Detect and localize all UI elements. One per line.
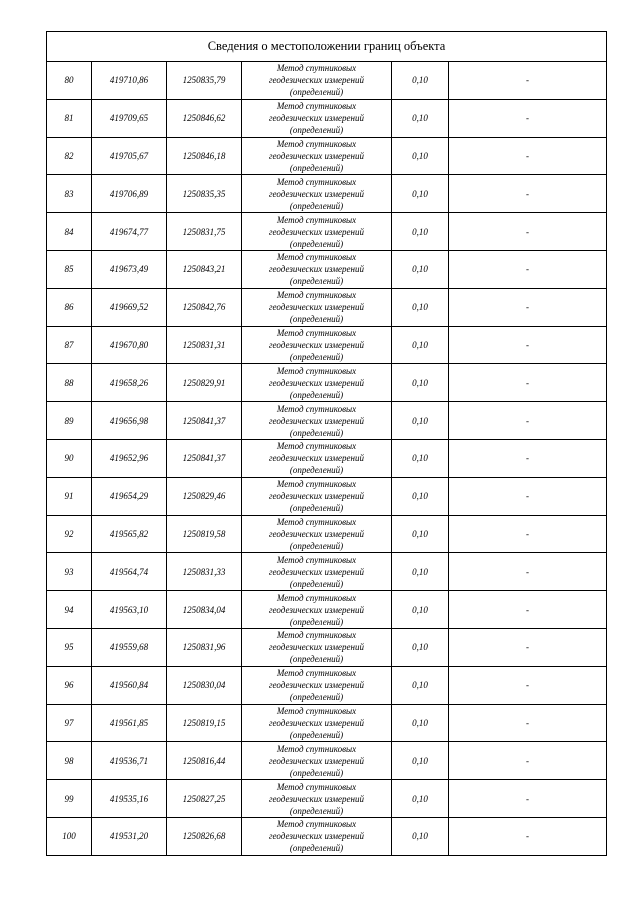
point-number-cell: 87 bbox=[47, 326, 92, 364]
accuracy-cell: 0,10 bbox=[392, 175, 449, 213]
note-cell: - bbox=[449, 364, 607, 402]
method-line-1: Метод спутниковых bbox=[276, 327, 357, 338]
table-row bbox=[47, 250, 607, 288]
method-line-1: Метод спутниковых bbox=[276, 668, 357, 679]
x-coordinate-cell: 419559,68 bbox=[92, 628, 167, 666]
method-line-1: Метод спутниковых bbox=[276, 705, 357, 716]
note-cell: - bbox=[449, 628, 607, 666]
method-line-2: геодезических измерений bbox=[269, 302, 364, 313]
accuracy-cell: 0,10 bbox=[392, 62, 449, 100]
x-coordinate-cell: 419709,65 bbox=[92, 99, 167, 137]
table-row bbox=[47, 591, 607, 629]
method-line-1: Метод спутниковых bbox=[276, 138, 357, 149]
method-line-3: (определений) bbox=[289, 87, 344, 98]
method-line-1: Метод спутниковых bbox=[276, 743, 357, 754]
method-line-3: (определений) bbox=[289, 125, 344, 136]
y-coordinate-cell: 1250819,15 bbox=[167, 704, 242, 742]
accuracy-cell: 0,10 bbox=[392, 780, 449, 818]
x-coordinate-cell: 419563,10 bbox=[92, 591, 167, 629]
method-cell bbox=[242, 326, 392, 364]
method-line-1: Метод спутниковых bbox=[276, 101, 357, 112]
y-coordinate-cell: 1250846,18 bbox=[167, 137, 242, 175]
method-line-1: Метод спутниковых bbox=[276, 781, 357, 792]
accuracy-cell: 0,10 bbox=[392, 250, 449, 288]
method-cell bbox=[242, 213, 392, 251]
x-coordinate-cell: 419673,49 bbox=[92, 250, 167, 288]
point-number-cell: 88 bbox=[47, 364, 92, 402]
x-coordinate-cell: 419705,67 bbox=[92, 137, 167, 175]
method-line-2: геодезических измерений bbox=[269, 75, 364, 86]
method-line-3: (определений) bbox=[289, 351, 344, 362]
point-number-cell: 81 bbox=[47, 99, 92, 137]
method-line-2: геодезических измерений bbox=[269, 604, 364, 615]
point-number-cell: 98 bbox=[47, 742, 92, 780]
y-coordinate-cell: 1250826,68 bbox=[167, 817, 242, 855]
method-line-2: геодезических измерений bbox=[269, 113, 364, 124]
table-row bbox=[47, 704, 607, 742]
method-cell bbox=[242, 553, 392, 591]
point-number-cell: 95 bbox=[47, 628, 92, 666]
y-coordinate-cell: 1250842,76 bbox=[167, 288, 242, 326]
y-coordinate-cell: 1250819,58 bbox=[167, 515, 242, 553]
y-coordinate-cell: 1250830,04 bbox=[167, 666, 242, 704]
y-coordinate-cell: 1250827,25 bbox=[167, 780, 242, 818]
point-number-cell: 85 bbox=[47, 250, 92, 288]
y-coordinate-cell: 1250843,21 bbox=[167, 250, 242, 288]
point-number-cell: 82 bbox=[47, 137, 92, 175]
point-number-cell: 94 bbox=[47, 591, 92, 629]
method-line-1: Метод спутниковых bbox=[276, 630, 357, 641]
accuracy-cell: 0,10 bbox=[392, 817, 449, 855]
accuracy-cell: 0,10 bbox=[392, 288, 449, 326]
accuracy-cell: 0,10 bbox=[392, 137, 449, 175]
table-title-row bbox=[47, 32, 607, 62]
method-cell bbox=[242, 817, 392, 855]
method-line-1: Метод спутниковых bbox=[276, 290, 357, 301]
method-line-2: геодезических измерений bbox=[269, 831, 364, 842]
point-number-cell: 100 bbox=[47, 817, 92, 855]
method-line-1: Метод спутниковых bbox=[276, 63, 357, 74]
method-line-3: (определений) bbox=[289, 465, 344, 476]
method-line-1: Метод спутниковых bbox=[276, 479, 357, 490]
y-coordinate-cell: 1250834,04 bbox=[167, 591, 242, 629]
accuracy-cell: 0,10 bbox=[392, 477, 449, 515]
accuracy-cell: 0,10 bbox=[392, 326, 449, 364]
method-line-2: геодезических измерений bbox=[269, 453, 364, 464]
method-line-2: геодезических измерений bbox=[269, 150, 364, 161]
method-line-1: Метод спутниковых bbox=[276, 819, 357, 830]
x-coordinate-cell: 419670,80 bbox=[92, 326, 167, 364]
method-line-2: геодезических измерений bbox=[269, 226, 364, 237]
table-row bbox=[47, 364, 607, 402]
method-line-3: (определений) bbox=[289, 503, 344, 514]
x-coordinate-cell: 419656,98 bbox=[92, 402, 167, 440]
x-coordinate-cell: 419669,52 bbox=[92, 288, 167, 326]
point-number-cell: 91 bbox=[47, 477, 92, 515]
method-line-3: (определений) bbox=[289, 276, 344, 287]
note-cell: - bbox=[449, 62, 607, 100]
y-coordinate-cell: 1250831,31 bbox=[167, 326, 242, 364]
table-row bbox=[47, 817, 607, 855]
x-coordinate-cell: 419654,29 bbox=[92, 477, 167, 515]
y-coordinate-cell: 1250831,96 bbox=[167, 628, 242, 666]
accuracy-cell: 0,10 bbox=[392, 213, 449, 251]
method-line-1: Метод спутниковых bbox=[276, 214, 357, 225]
point-number-cell: 80 bbox=[47, 62, 92, 100]
method-line-3: (определений) bbox=[289, 540, 344, 551]
note-cell: - bbox=[449, 326, 607, 364]
method-cell bbox=[242, 288, 392, 326]
note-cell: - bbox=[449, 250, 607, 288]
method-cell bbox=[242, 175, 392, 213]
note-cell: - bbox=[449, 99, 607, 137]
accuracy-cell: 0,10 bbox=[392, 666, 449, 704]
x-coordinate-cell: 419561,85 bbox=[92, 704, 167, 742]
method-line-3: (определений) bbox=[289, 162, 344, 173]
method-line-2: геодезических измерений bbox=[269, 339, 364, 350]
method-cell bbox=[242, 250, 392, 288]
method-line-3: (определений) bbox=[289, 238, 344, 249]
y-coordinate-cell: 1250831,75 bbox=[167, 213, 242, 251]
x-coordinate-cell: 419560,84 bbox=[92, 666, 167, 704]
note-cell: - bbox=[449, 591, 607, 629]
method-line-2: геодезических измерений bbox=[269, 642, 364, 653]
method-cell bbox=[242, 666, 392, 704]
method-cell bbox=[242, 515, 392, 553]
table-row bbox=[47, 628, 607, 666]
note-cell: - bbox=[449, 817, 607, 855]
method-line-3: (определений) bbox=[289, 692, 344, 703]
method-line-1: Метод спутниковых bbox=[276, 516, 357, 527]
note-cell: - bbox=[449, 213, 607, 251]
accuracy-cell: 0,10 bbox=[392, 99, 449, 137]
table-row bbox=[47, 175, 607, 213]
method-line-1: Метод спутниковых bbox=[276, 176, 357, 187]
table-row bbox=[47, 742, 607, 780]
method-cell bbox=[242, 402, 392, 440]
method-line-3: (определений) bbox=[289, 578, 344, 589]
method-line-2: геодезических измерений bbox=[269, 566, 364, 577]
method-line-2: геодезических измерений bbox=[269, 528, 364, 539]
y-coordinate-cell: 1250841,37 bbox=[167, 402, 242, 440]
method-cell bbox=[242, 99, 392, 137]
accuracy-cell: 0,10 bbox=[392, 591, 449, 629]
accuracy-cell: 0,10 bbox=[392, 704, 449, 742]
x-coordinate-cell: 419531,20 bbox=[92, 817, 167, 855]
method-line-3: (определений) bbox=[289, 654, 344, 665]
point-number-cell: 92 bbox=[47, 515, 92, 553]
table-row bbox=[47, 780, 607, 818]
note-cell: - bbox=[449, 477, 607, 515]
table-row bbox=[47, 288, 607, 326]
method-cell bbox=[242, 628, 392, 666]
method-line-3: (определений) bbox=[289, 729, 344, 740]
table-row bbox=[47, 515, 607, 553]
table-row bbox=[47, 326, 607, 364]
y-coordinate-cell: 1250835,35 bbox=[167, 175, 242, 213]
note-cell: - bbox=[449, 780, 607, 818]
method-line-2: геодезических измерений bbox=[269, 264, 364, 275]
method-line-2: геодезических измерений bbox=[269, 377, 364, 388]
table-row bbox=[47, 137, 607, 175]
method-cell bbox=[242, 742, 392, 780]
note-cell: - bbox=[449, 515, 607, 553]
accuracy-cell: 0,10 bbox=[392, 515, 449, 553]
accuracy-cell: 0,10 bbox=[392, 742, 449, 780]
accuracy-cell: 0,10 bbox=[392, 439, 449, 477]
y-coordinate-cell: 1250829,91 bbox=[167, 364, 242, 402]
boundary-coordinates-table bbox=[46, 31, 607, 856]
table-row bbox=[47, 439, 607, 477]
method-line-3: (определений) bbox=[289, 314, 344, 325]
x-coordinate-cell: 419536,71 bbox=[92, 742, 167, 780]
x-coordinate-cell: 419658,26 bbox=[92, 364, 167, 402]
point-number-cell: 90 bbox=[47, 439, 92, 477]
method-cell bbox=[242, 591, 392, 629]
note-cell: - bbox=[449, 439, 607, 477]
method-line-3: (определений) bbox=[289, 616, 344, 627]
point-number-cell: 93 bbox=[47, 553, 92, 591]
method-cell bbox=[242, 62, 392, 100]
point-number-cell: 84 bbox=[47, 213, 92, 251]
note-cell: - bbox=[449, 553, 607, 591]
note-cell: - bbox=[449, 175, 607, 213]
y-coordinate-cell: 1250816,44 bbox=[167, 742, 242, 780]
method-line-3: (определений) bbox=[289, 200, 344, 211]
method-line-3: (определений) bbox=[289, 389, 344, 400]
method-cell bbox=[242, 137, 392, 175]
x-coordinate-cell: 419565,82 bbox=[92, 515, 167, 553]
method-line-1: Метод спутниковых bbox=[276, 441, 357, 452]
method-line-2: геодезических измерений bbox=[269, 188, 364, 199]
x-coordinate-cell: 419710,86 bbox=[92, 62, 167, 100]
table-title: Сведения о местоположении границ объекта bbox=[47, 32, 607, 62]
note-cell: - bbox=[449, 666, 607, 704]
method-line-2: геодезических измерений bbox=[269, 717, 364, 728]
table-row bbox=[47, 99, 607, 137]
method-line-3: (определений) bbox=[289, 427, 344, 438]
table-row bbox=[47, 553, 607, 591]
y-coordinate-cell: 1250835,79 bbox=[167, 62, 242, 100]
method-line-2: геодезических измерений bbox=[269, 415, 364, 426]
accuracy-cell: 0,10 bbox=[392, 402, 449, 440]
method-line-2: геодезических измерений bbox=[269, 491, 364, 502]
method-line-1: Метод спутниковых bbox=[276, 592, 357, 603]
method-line-2: геодезических измерений bbox=[269, 680, 364, 691]
method-line-1: Метод спутниковых bbox=[276, 252, 357, 263]
method-cell bbox=[242, 780, 392, 818]
accuracy-cell: 0,10 bbox=[392, 553, 449, 591]
table-row bbox=[47, 666, 607, 704]
accuracy-cell: 0,10 bbox=[392, 628, 449, 666]
x-coordinate-cell: 419674,77 bbox=[92, 213, 167, 251]
note-cell: - bbox=[449, 704, 607, 742]
method-line-3: (определений) bbox=[289, 767, 344, 778]
point-number-cell: 99 bbox=[47, 780, 92, 818]
accuracy-cell: 0,10 bbox=[392, 364, 449, 402]
method-line-3: (определений) bbox=[289, 843, 344, 854]
method-line-1: Метод спутниковых bbox=[276, 365, 357, 376]
x-coordinate-cell: 419652,96 bbox=[92, 439, 167, 477]
method-cell bbox=[242, 477, 392, 515]
table-row bbox=[47, 477, 607, 515]
method-line-2: геодезических измерений bbox=[269, 755, 364, 766]
x-coordinate-cell: 419564,74 bbox=[92, 553, 167, 591]
point-number-cell: 96 bbox=[47, 666, 92, 704]
method-line-2: геодезических измерений bbox=[269, 793, 364, 804]
y-coordinate-cell: 1250831,33 bbox=[167, 553, 242, 591]
point-number-cell: 83 bbox=[47, 175, 92, 213]
method-line-1: Метод спутниковых bbox=[276, 403, 357, 414]
y-coordinate-cell: 1250846,62 bbox=[167, 99, 242, 137]
point-number-cell: 97 bbox=[47, 704, 92, 742]
table-row bbox=[47, 213, 607, 251]
method-cell bbox=[242, 364, 392, 402]
note-cell: - bbox=[449, 742, 607, 780]
method-cell bbox=[242, 704, 392, 742]
y-coordinate-cell: 1250829,46 bbox=[167, 477, 242, 515]
note-cell: - bbox=[449, 402, 607, 440]
note-cell: - bbox=[449, 137, 607, 175]
method-cell bbox=[242, 439, 392, 477]
method-line-3: (определений) bbox=[289, 805, 344, 816]
x-coordinate-cell: 419535,16 bbox=[92, 780, 167, 818]
point-number-cell: 86 bbox=[47, 288, 92, 326]
method-line-1: Метод спутниковых bbox=[276, 554, 357, 565]
y-coordinate-cell: 1250841,37 bbox=[167, 439, 242, 477]
x-coordinate-cell: 419706,89 bbox=[92, 175, 167, 213]
table-row bbox=[47, 402, 607, 440]
point-number-cell: 89 bbox=[47, 402, 92, 440]
note-cell: - bbox=[449, 288, 607, 326]
table-row bbox=[47, 62, 607, 100]
